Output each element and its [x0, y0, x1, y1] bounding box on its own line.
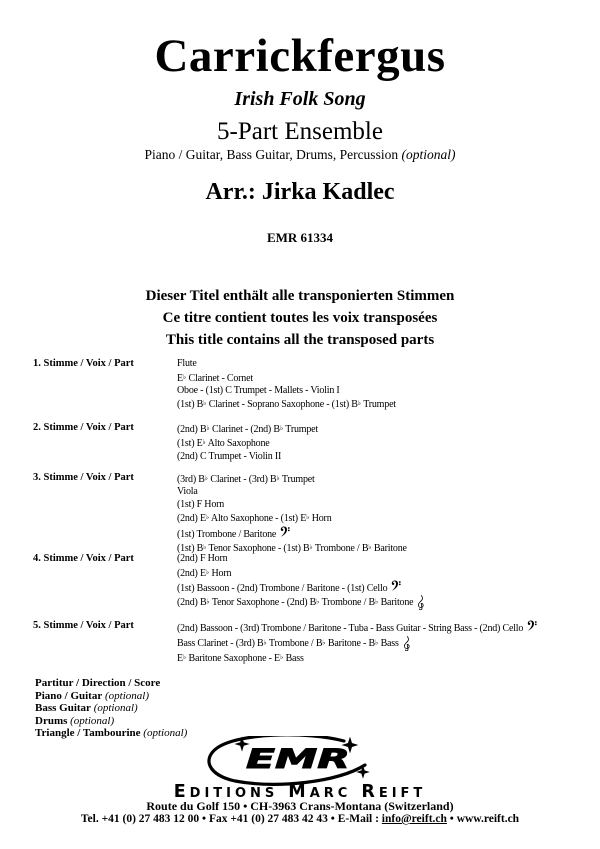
- bass-clef-icon: [527, 620, 538, 631]
- part-row-3: [33, 472, 407, 556]
- material-row: [35, 677, 187, 690]
- part-lines: [177, 422, 318, 463]
- part-line: [177, 595, 425, 610]
- part-line: [177, 526, 407, 542]
- part-line-text: (2nd) B♭ Tenor Saxophone - (2nd) B♭ Trombone / B♭ Baritone: [177, 597, 414, 609]
- website-text: www.reift.ch: [456, 813, 520, 825]
- material-optional: (optional): [93, 702, 138, 715]
- part-row-2: [33, 422, 318, 463]
- part-label: 5. Stimme / Voix / Part: [33, 620, 134, 631]
- contact-separator: •: [446, 813, 457, 825]
- publisher-name-word: MARC: [288, 782, 352, 802]
- publisher-name-word: EDITIONS: [173, 782, 279, 802]
- page-title: Carrickfergus: [154, 30, 446, 82]
- publisher-name-word: REIFT: [361, 782, 427, 802]
- part-row-4: [33, 553, 425, 610]
- part-line-text: (1st) Bassoon - (2nd) Trombone / Baritone - (1st) Cello: [177, 582, 388, 594]
- part-line-text: (1st) Trombone / Baritone: [177, 528, 277, 540]
- material-name: Partitur / Direction / Score: [35, 677, 161, 689]
- part-lines: [177, 553, 425, 610]
- part-label: 1. Stimme / Voix / Part: [33, 358, 134, 369]
- ensemble-heading: 5-Part Ensemble: [217, 118, 383, 145]
- notice-line-french: Ce titre contient toutes les voix transposées: [162, 310, 438, 326]
- material-optional: (optional): [143, 727, 188, 740]
- arranger: Arr.: Jirka Kadlec: [205, 179, 395, 205]
- part-line: (2nd) C Trumpet - Violin II: [177, 450, 282, 462]
- part-line: Viola: [177, 486, 198, 498]
- catalog-number: EMR 61334: [266, 230, 334, 245]
- material-name: Triangle / Tambourine: [35, 727, 141, 740]
- material-row: [35, 690, 187, 703]
- part-lines: [177, 358, 396, 412]
- part-lines: [177, 472, 407, 556]
- email-link[interactable]: info@reift.ch: [381, 813, 447, 825]
- part-line: (2nd) E♭ Horn: [177, 567, 232, 579]
- part-line: [177, 620, 538, 636]
- part-line: [177, 636, 538, 651]
- part-line: Oboe - (1st) C Trumpet - Mallets - Violin I: [177, 384, 340, 396]
- page-subtitle: Irish Folk Song: [234, 88, 366, 110]
- treble-clef-icon: [403, 636, 411, 651]
- notice-line-english: This title contains all the transposed parts: [165, 332, 435, 348]
- part-label: 3. Stimme / Voix / Part: [33, 472, 134, 483]
- part-row-5: [33, 620, 538, 665]
- publisher-address: Route du Golf 150 • CH-3963 Crans-Montana (Switzerland): [146, 799, 454, 813]
- part-line: (1st) B♭ Tenor Saxophone - (1st) B♭ Trombone / B♭ Baritone: [177, 542, 407, 554]
- material-row: [35, 715, 187, 728]
- material-row: [35, 727, 187, 740]
- part-line: (2nd) E♭ Alto Saxophone - (1st) E♭ Horn: [177, 513, 332, 525]
- instrumentation-optional: (optional): [401, 147, 456, 162]
- material-optional: (optional): [104, 689, 149, 702]
- part-line: Flute: [177, 358, 197, 369]
- additional-materials: [35, 677, 187, 740]
- part-line: E♭ Clarinet - Cornet: [177, 372, 253, 384]
- material-name: Bass Guitar: [35, 702, 91, 715]
- emr-logo-text: EMR: [246, 744, 350, 775]
- part-line: (1st) E♭ Alto Saxophone: [177, 438, 270, 450]
- part-lines: [177, 620, 538, 665]
- instrumentation-text: Piano / Guitar, Bass Guitar, Drums, Percussion: [144, 147, 399, 162]
- part-line-text: Bass Clarinet - (3rd) B♭ Trombone / B♭ Baritone - B♭ Bass: [177, 637, 399, 649]
- part-row-1: [33, 358, 396, 412]
- material-name: Drums: [35, 714, 68, 727]
- part-label: 4. Stimme / Voix / Part: [33, 553, 134, 564]
- notice-line-german: Dieser Titel enthält alle transponierten Stimmen: [145, 288, 455, 304]
- bass-clef-icon: [280, 526, 291, 537]
- material-name: Piano / Guitar: [35, 689, 103, 702]
- part-line: (1st) B♭ Clarinet - Soprano Saxophone - (1st) B♭ Trumpet: [177, 399, 396, 411]
- part-line: (2nd) F Horn: [177, 553, 228, 564]
- transposed-parts-notice: [0, 285, 600, 351]
- part-line: (3rd) B♭ Clarinet - (3rd) B♭ Trumpet: [177, 473, 315, 485]
- material-row: [35, 702, 187, 715]
- part-label: 2. Stimme / Voix / Part: [33, 422, 134, 433]
- part-line: (1st) F Horn: [177, 498, 225, 510]
- part-line: (2nd) B♭ Clarinet - (2nd) B♭ Trumpet: [177, 423, 318, 435]
- material-optional: (optional): [70, 714, 115, 727]
- bass-clef-icon: [391, 580, 402, 591]
- instrumentation-note: [0, 147, 600, 163]
- part-line-text: (2nd) Bassoon - (3rd) Trombone / Baritone - Tuba - Bass Guitar - String Bass - (2nd) Cello: [177, 623, 524, 634]
- treble-clef-icon: [417, 595, 425, 610]
- part-line: [177, 580, 425, 596]
- part-line: E♭ Baritone Saxophone - E♭ Bass: [177, 652, 304, 664]
- publisher-contact: [0, 813, 600, 825]
- contact-tel-fax: Tel. +41 (0) 27 483 12 00 • Fax +41 (0) 27 483 42 43 • E-Mail :: [80, 813, 382, 825]
